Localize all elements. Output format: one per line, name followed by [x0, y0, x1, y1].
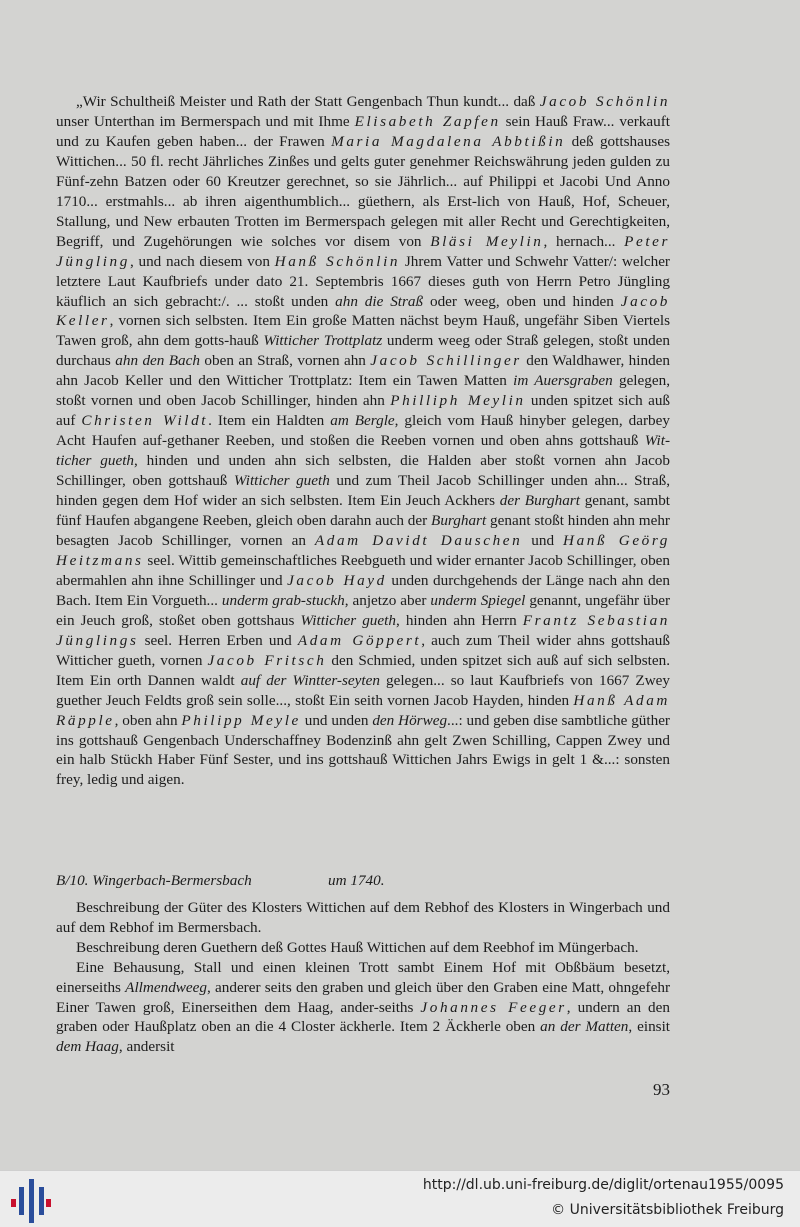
- text-run: Frantz Sebastian Jünglings: [56, 611, 670, 649]
- paragraph-deed: [56, 92, 670, 790]
- text-run: , andersit: [118, 1038, 175, 1056]
- text-run: sein Hauß Fraw... verkauft und zu Kaufen geben haben... der Frawen: [56, 112, 670, 150]
- text-run: genannt, ungefähr über ein Jeuch groß, stoßet oben gottshaus: [56, 591, 671, 629]
- text-run: und: [522, 531, 564, 549]
- text-run: unden durchgehends der Länge nach ahn den Bach. Item Ein Vorgueth...: [56, 571, 670, 609]
- text-run: im Auersgraben: [513, 372, 613, 390]
- text-run: Burghart: [431, 512, 487, 530]
- text-run: ahn die Straß: [335, 292, 424, 310]
- text-run: Jacob Schillinger: [370, 352, 522, 370]
- text-run: Jacob Hayd: [287, 571, 387, 589]
- text-run: Witticher Trottplatz: [263, 332, 383, 350]
- permalink-url[interactable]: http://dl.ub.uni-freiburg.de/diglit/ortenau1955/0095: [422, 1177, 784, 1193]
- text-run: , hernach...: [543, 232, 625, 250]
- text-run: underm grab-stuckh: [221, 591, 345, 609]
- text-run: underm Spiegel: [430, 591, 526, 609]
- text-run: ...: und geben dise sambtliche güther ins gottshauß Gengenbach Underschaffney Bodenzinß ahn gelt Zwen Schilling, Cappen Zwey und ein halb Stückh Haber Fünf Sester, und ins gottshauß Wittichen Jahrs Ewigs in gelt 1 &...: sonsten frey, ledig und aigen.: [56, 711, 670, 789]
- text-run: Hanß Adam Räpple: [56, 691, 671, 729]
- main-text: [56, 92, 670, 790]
- text-run: Peter Jüngling: [56, 232, 671, 270]
- entry-date: um 1740.: [328, 872, 385, 889]
- text-run: , hinden und unden ahn sich selbsten, die Halden aber stoßt vornen ahn Jacob Schillinger, oben gottshauß: [56, 452, 670, 490]
- text-run: unser Unterthan im Bermerspach und mit Ihme: [56, 112, 355, 130]
- text-run: Jacob Schönlin: [539, 93, 671, 110]
- paragraph-description-2: Beschreibung deren Guethern deß Gottes Hauß Wittichen auf dem Reebhof im Müngerbach.: [76, 938, 639, 956]
- text-run: , gleich vom Hauß hinyber gelegen, darbey Acht Haufen auf-gethaner Reeben, und stoßen die Reeben vornen und oben ahns gottshauß: [56, 412, 670, 450]
- text-run: . Item ein Haldten: [208, 412, 331, 430]
- text-run: am Bergle: [330, 412, 395, 430]
- text-run: oder weeg, oben und hinden: [423, 292, 621, 310]
- ub-freiburg-logo-icon: [10, 1179, 52, 1223]
- text-run: Witticher gueth: [233, 472, 330, 490]
- text-run: der Burghart: [499, 492, 580, 510]
- copyright-notice: © Universitätsbibliothek Freiburg: [551, 1202, 784, 1218]
- text-run: , anderer seits den graben und gleich über den Graben eine Matt, ohngefehr Einer Tawen groß, Einerseithen dem Haag, ander-seiths: [56, 978, 670, 1016]
- text-run: Wit-ticher gueth: [56, 432, 670, 470]
- text-run: und zum Theil Jacob Schillinger unden ahn... Straß, hinden gegen dem Hof wider an sich selbsten. Item Ein Jeuch Ackhers: [56, 472, 670, 510]
- text-run: Adam Göppert: [297, 631, 422, 649]
- paragraph-description-1: Beschreibung der Güter des Klosters Wittichen auf dem Rebhof des Klosters in Wingerbach und auf dem Rebhof im Bermersbach.: [56, 899, 670, 936]
- text-run: „Wir Schultheiß Meister und Rath der Statt Gengenbach Thun kundt... daß: [76, 93, 540, 110]
- text-run: , und nach diesem von: [129, 252, 275, 270]
- entry-heading: [56, 872, 670, 890]
- text-run: seel. Wittib gemeinschaftliches Reebgueth und wider ernanter Jacob Schillinger, oben abermahlen ahn ihne Schillinger und: [56, 551, 670, 589]
- text-run: und unden: [300, 711, 373, 729]
- text-run: Hanß Geörg Heitzmans: [56, 531, 671, 569]
- text-run: unden spitzet sich auß auf: [56, 392, 671, 430]
- text-run: Jhrem Vatter und Schwehr Vatter/: welcher letztere Laut Kaufbriefs under dato 21. Septembris 1667 dieses guth von Herrn Petro Jüngling käuflich an sich gebracht:/. ... stoßt unden: [56, 252, 670, 310]
- entry-title: B/10. Wingerbach-Bermersbach: [56, 872, 252, 889]
- text-run: Eine Behausung, Stall und einen kleinen Trott sambt Einem Hof mit Obßbäum besetzt, einerseiths: [56, 958, 670, 996]
- paragraph-property: [56, 958, 670, 1058]
- text-run: Bläsi Meylin: [430, 232, 544, 250]
- text-run: Philliph Meylin: [390, 392, 526, 410]
- text-run: oben an Straß, vornen ahn: [200, 352, 371, 370]
- text-run: Christen Wildt: [81, 412, 209, 430]
- text-run: gelegen... so laut Kaufbriefs von 1667 Zwey guether Jeuch Feldts groß sein solle..., stoßt Ein seith vornen Jacob Hayden, hinden: [56, 671, 670, 709]
- text-run: , vornen sich selbsten. Item Ein große Matten nächst beym Hauß, ungefähr Siben Viertels Tawen groß, ahn dem gotts-hauß: [56, 312, 670, 350]
- text-run: Jacob Fritsch: [207, 651, 327, 669]
- text-run: den Schmied, unden spitzet sich auß auf sich selbsten. Item Ein orth Dannen waldt: [56, 651, 670, 689]
- text-run: seel. Herren Erben und: [138, 631, 298, 649]
- text-run: ahn den Bach: [115, 352, 200, 370]
- text-run: Elisabeth Zapfen: [354, 112, 501, 130]
- text-run: deß gottshauses Wittichen... 50 fl. recht Jährliches Zinßes und gelts guter genehmer Reichswährung jeden gulden zu Fünf-zehn Batzen oder 60 Kreutzer gerechnet, so sie Jährlich... auf Philippi et Jacobi Und Anno 1710... erstmahls... ab ihren aigenthumblich... güethern, als Erst-lich von Hauß, Hof, Scheuer, Stallung, und New erbauten Trotten im Bermerspach gelegen mit aller Recht und Gerechtigkeiten, Begriff, und Zugehörungen wie solches vor disem von: [56, 132, 670, 250]
- text-run: Witticher gueth: [300, 611, 396, 629]
- text-run: Johannes Feeger: [420, 998, 567, 1016]
- text-run: underm weeg oder Straß gelegen, stoßt unden durchaus: [56, 332, 671, 370]
- text-run: den Waldhawer, hinden ahn Jacob Keller und den Witticher Trottplatz: Item ein Tawen Matten: [56, 352, 671, 390]
- text-run: gelegen, stoßt vornen und oben Jacob Schillinger, hinden ahn: [56, 372, 670, 410]
- text-run: , hinden ahn Herrn: [395, 611, 523, 629]
- text-run: Maria Magdalena Abbtißin: [331, 132, 566, 150]
- text-run: , undern an den graben oder Haußplatz oben an die 4 Closter äckherle. Item 2 Äckherle oben: [56, 998, 670, 1036]
- text-run: auf der Wintter-seyten: [240, 671, 380, 689]
- viewer-footer: [0, 1170, 800, 1227]
- text-run: genant stoßt hinden ahn mehr besagten Jacob Schillinger, vornen an: [56, 512, 670, 549]
- page-number: 93: [653, 1080, 670, 1099]
- text-run: dem Haag: [56, 1038, 119, 1056]
- text-run: an der Matten: [540, 1018, 629, 1036]
- text-run: genant, sambt fünf Haufen abgangene Reeben, gleich oben darahn auch der: [56, 492, 671, 530]
- text-run: , oben ahn: [114, 711, 182, 729]
- text-run: , auch zum Theil wider ahns gottshauß Witticher gueth, vornen: [56, 631, 670, 669]
- text-run: Philipp Meyle: [181, 711, 301, 729]
- text-run: , anjetzo aber: [344, 591, 431, 609]
- text-run: Hanß Schönlin: [274, 252, 401, 270]
- text-run: den Hörweg: [372, 711, 448, 729]
- text-run: Jacob Keller: [56, 292, 670, 330]
- text-run: , einsit: [628, 1018, 671, 1036]
- entry-text: [56, 898, 670, 1057]
- text-run: Allmendweeg: [125, 978, 207, 996]
- text-run: Adam Davidt Dauschen: [314, 531, 523, 549]
